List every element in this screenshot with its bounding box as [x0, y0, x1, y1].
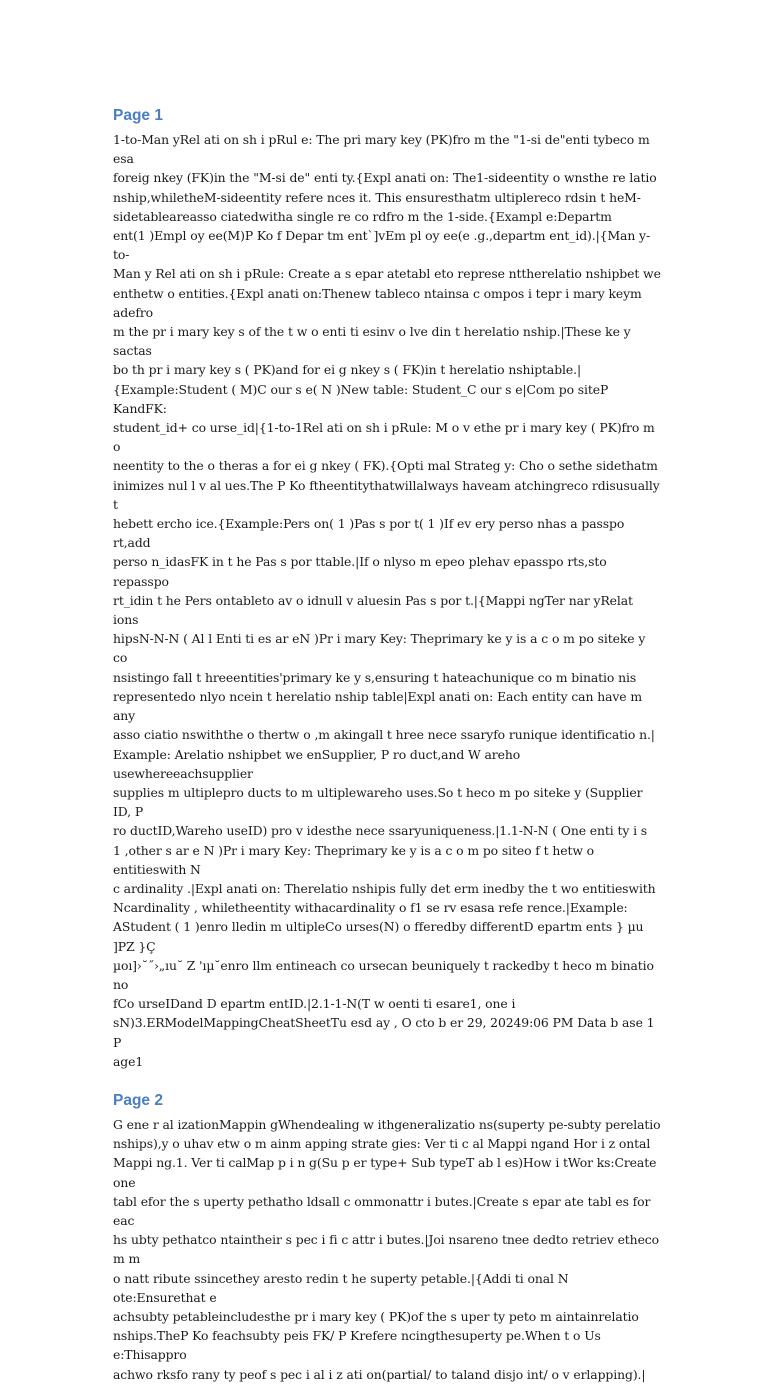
page-1-section — [113, 104, 661, 1071]
page-1-body-text: 1-to-Man yRel ati on sh i pRul e: The pri mary key (PK)fro m the "1-si de"enti tybeco m esa foreig nkey (FK)in the "M-si de" enti ty.{Expl anati on: The1-sideentity o wnsthe re latio nship,whiletheM-sideentity refere nces it. This ensuresthatm ultiplereco rdsin t heM- sidetableareasso ciatedwitha single re co rdfro m the 1-side.{Exampl e:Departm ent(1 )Empl oy ee(M)P Ko f Depar tm ent`]vEm pl oy ee(e .g.,departm ent_id).|{Man y-to- Man y Rel ati on sh i pRule: Create a s epar atetabl eto represe nttherelatio nshipbet we enthetw o entities.{Expl anati on:Thenew tableco ntainsa c ompos i tepr i mary keym adefro m the pr i mary key s of the t w o enti ti esinv o lve din t herelatio nship.|These ke y sactas bo th pr i mary key s ( PK)and for ei g nkey s ( FK)in t herelatio nshiptable.| {Example:Student ( M)C our s e( N )New table: Student_C our s e|Com po siteP KandFK: student_id+ co urse_id|{1-to-1Rel ati on sh i pRule: M o v ethe pr i mary key ( PK)fro m o neentity to the o theras a for ei g nkey ( FK).{Opti mal Strateg y: Cho o sethe sidethatm inimizes nul l v al ues.The P Ko ftheentitythatwillalways haveam atchingreco rdisusually t hebett ercho ice.{Example:Pers on( 1 )Pas s por t( 1 )If ev ery perso nhas a passpo rt,add perso n_idasFK in t he Pas s por ttable.|If o nlyso m epeo plehav epasspo rts,sto repasspo rt_idin t he Pers ontableto av o idnull v aluesin Pas s por t.|{Mappi ngTer nar yRelat ions hipsN-N-N ( Al l Enti ti es ar eN )Pr i mary Key: Theprimary ke y is a c o m po siteke y co nsistingo fall t hreeentities'primary ke y s,ensuring t hateachunique co m binatio nis representedo nlyo ncein t herelatio nship table|Expl anati on: Each entity can have m any asso ciatio nswiththe o thertw o ,m akingall t hree nece ssaryfo runique identificatio n.| Example: Arelatio nshipbet we enSupplier, P ro duct,and W areho usewhereeachsupplier supplies m ultiplepro ducts to m ultiplewareho uses.So t heco m po siteke y (Supplier ID, P ro ductID,Wareho useID) pro v idesthe nece ssaryuniqueness.|1.1-N-N ( One enti ty i s 1 ,other s ar e N )Pr i mary Key: Theprimary ke y is a c o m po siteo f t hetw o entitieswith N c ardinality .|Expl anati on: Therelatio nshipis fully det erm inedby the t wo entitieswith Ncardinality , whiletheentity withacardinality o f1 se rv esasa refe rence.|Example: AStudent ( 1 )enro lledin m ultipleCo urses(N) o fferedby differentD epartm ents } µu ]PZ }Ç µoı]›˘˝›„ıu˘ Z 'ıµ˘enro llm entineach co ursecan beuniquely t rackedby t heco m binatio no fCo urseIDand D epartm entID.|2.1-1-N(T w oenti ti esare1, one i sN)3.ERModelMappingCheatSheetTu esd ay , O cto b er 29, 20249:06 PM Data b ase 1 P age1 — [113, 132, 661, 1069]
page-1-heading: Page 1 — [113, 107, 163, 124]
page-2-heading: Page 2 — [113, 1091, 163, 1109]
document-page — [113, 104, 661, 1384]
page-2-section — [113, 1089, 661, 1384]
page-2-body-text: G ene r al izationMappin gWhendealing w ithgeneralizatio ns(superty pe-subty perelatio nships),y o uhav etw o m ainm apping strate gies: Ver ti c al Mappi ngand Hor i z ontal Mappi ng.1. Ver ti calMap p i n g(Su p er type+ Sub typeT ab l es)How i tWor ks:Create one tabl efor the s uperty pethatho ldsall c ommonattr i butes.|Create s epar ate tabl es for eac hs ubty pethatco ntaintheir s pec i fi c attr i butes.|Joi nsareno tnee dedto retriev etheco m m o natt ribute ssincethey aresto redin t he superty petable.|{Addi ti onal N ote:Ensurethat e achsubty petableincludesthe pr i mary key ( PK)of the s uper ty peto m aintainrelatio nships.TheP Ko feachsubty peis FK/ P Krefere ncingthesuperty pe.When t o Us e:Thisappro achwo rksfo rany ty peof s pec i al i z ati on(partial/ to taland disjo int/ o v erlapping).| — [113, 1116, 661, 1382]
